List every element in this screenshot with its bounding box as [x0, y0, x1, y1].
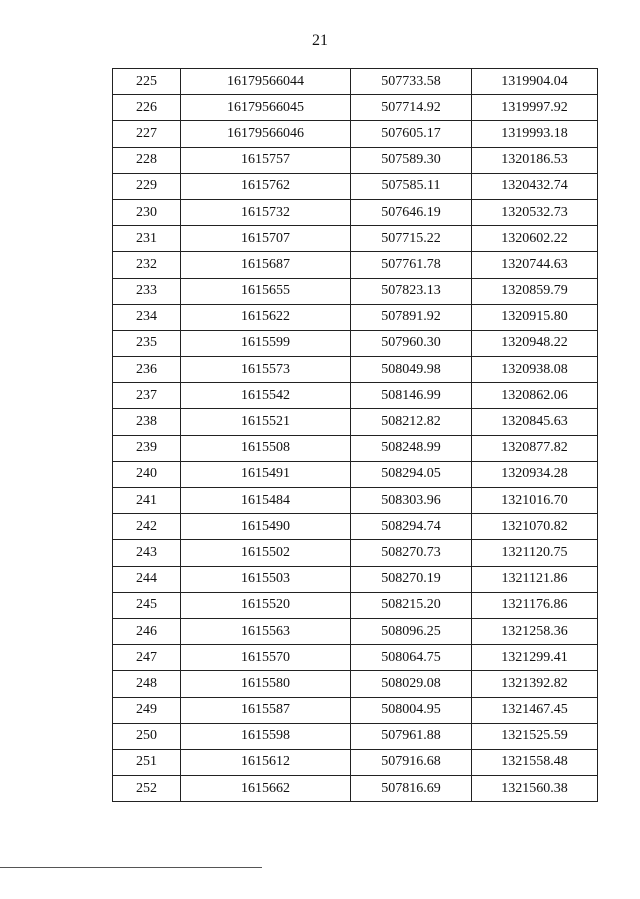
- row-number-cell: 248: [113, 671, 181, 697]
- point-id-cell: 1615508: [181, 435, 351, 461]
- y-coordinate-cell: 1321016.70: [472, 488, 598, 514]
- row-number-cell: 250: [113, 723, 181, 749]
- row-number-cell: 233: [113, 278, 181, 304]
- row-number-cell: 239: [113, 435, 181, 461]
- table-row: [113, 697, 598, 723]
- point-id-cell: 1615762: [181, 173, 351, 199]
- x-coordinate-cell: 508294.74: [351, 514, 472, 540]
- y-coordinate-cell: 1321258.36: [472, 618, 598, 644]
- table-row: [113, 330, 598, 356]
- table-row: [113, 226, 598, 252]
- y-coordinate-cell: 1321121.86: [472, 566, 598, 592]
- y-coordinate-cell: 1320744.63: [472, 252, 598, 278]
- table-row: [113, 488, 598, 514]
- row-number-cell: 244: [113, 566, 181, 592]
- table-row: [113, 435, 598, 461]
- x-coordinate-cell: 508029.08: [351, 671, 472, 697]
- x-coordinate-cell: 508294.05: [351, 461, 472, 487]
- y-coordinate-cell: 1321525.59: [472, 723, 598, 749]
- table-row: [113, 723, 598, 749]
- footnote-separator-line: [0, 867, 262, 868]
- x-coordinate-cell: 508303.96: [351, 488, 472, 514]
- table-row: [113, 592, 598, 618]
- table-row: [113, 95, 598, 121]
- table-row: [113, 383, 598, 409]
- row-number-cell: 252: [113, 776, 181, 802]
- row-number-cell: 232: [113, 252, 181, 278]
- point-id-cell: 16179566045: [181, 95, 351, 121]
- table-row: [113, 121, 598, 147]
- y-coordinate-cell: 1321558.48: [472, 749, 598, 775]
- y-coordinate-cell: 1320532.73: [472, 199, 598, 225]
- y-coordinate-cell: 1319997.92: [472, 95, 598, 121]
- y-coordinate-cell: 1320602.22: [472, 226, 598, 252]
- table-row: [113, 304, 598, 330]
- row-number-cell: 242: [113, 514, 181, 540]
- y-coordinate-cell: 1320186.53: [472, 147, 598, 173]
- x-coordinate-cell: 508096.25: [351, 618, 472, 644]
- point-id-cell: 1615521: [181, 409, 351, 435]
- table-row: [113, 671, 598, 697]
- x-coordinate-cell: 507816.69: [351, 776, 472, 802]
- point-id-cell: 1615707: [181, 226, 351, 252]
- point-id-cell: 1615503: [181, 566, 351, 592]
- point-id-cell: 1615687: [181, 252, 351, 278]
- row-number-cell: 245: [113, 592, 181, 618]
- y-coordinate-cell: 1321467.45: [472, 697, 598, 723]
- table-row: [113, 409, 598, 435]
- table-row: [113, 173, 598, 199]
- point-id-cell: 1615662: [181, 776, 351, 802]
- x-coordinate-cell: 507961.88: [351, 723, 472, 749]
- row-number-cell: 247: [113, 645, 181, 671]
- row-number-cell: 238: [113, 409, 181, 435]
- x-coordinate-cell: 507823.13: [351, 278, 472, 304]
- x-coordinate-cell: 507646.19: [351, 199, 472, 225]
- point-id-cell: 1615490: [181, 514, 351, 540]
- row-number-cell: 237: [113, 383, 181, 409]
- point-id-cell: 1615599: [181, 330, 351, 356]
- row-number-cell: 229: [113, 173, 181, 199]
- row-number-cell: 231: [113, 226, 181, 252]
- point-id-cell: 1615563: [181, 618, 351, 644]
- row-number-cell: 236: [113, 357, 181, 383]
- row-number-cell: 243: [113, 540, 181, 566]
- y-coordinate-cell: 1320938.08: [472, 357, 598, 383]
- x-coordinate-cell: 507589.30: [351, 147, 472, 173]
- row-number-cell: 241: [113, 488, 181, 514]
- table-row: [113, 566, 598, 592]
- point-id-cell: 1615573: [181, 357, 351, 383]
- row-number-cell: 251: [113, 749, 181, 775]
- point-id-cell: 1615655: [181, 278, 351, 304]
- point-id-cell: 1615732: [181, 199, 351, 225]
- y-coordinate-cell: 1320432.74: [472, 173, 598, 199]
- row-number-cell: 226: [113, 95, 181, 121]
- row-number-cell: 227: [113, 121, 181, 147]
- point-id-cell: 1615570: [181, 645, 351, 671]
- table-row: [113, 749, 598, 775]
- y-coordinate-cell: 1321070.82: [472, 514, 598, 540]
- y-coordinate-cell: 1320862.06: [472, 383, 598, 409]
- point-id-cell: 1615491: [181, 461, 351, 487]
- table-row: [113, 645, 598, 671]
- x-coordinate-cell: 507714.92: [351, 95, 472, 121]
- table-row: [113, 357, 598, 383]
- y-coordinate-cell: 1319904.04: [472, 69, 598, 95]
- table-row: [113, 776, 598, 802]
- table-row: [113, 278, 598, 304]
- page-number: 21: [312, 32, 328, 49]
- table-row: [113, 461, 598, 487]
- x-coordinate-cell: 507715.22: [351, 226, 472, 252]
- row-number-cell: 246: [113, 618, 181, 644]
- x-coordinate-cell: 508270.19: [351, 566, 472, 592]
- point-id-cell: 1615587: [181, 697, 351, 723]
- x-coordinate-cell: 508215.20: [351, 592, 472, 618]
- table-row: [113, 69, 598, 95]
- point-id-cell: 16179566046: [181, 121, 351, 147]
- point-id-cell: 1615520: [181, 592, 351, 618]
- row-number-cell: 228: [113, 147, 181, 173]
- point-id-cell: 1615580: [181, 671, 351, 697]
- y-coordinate-cell: 1320845.63: [472, 409, 598, 435]
- table-row: [113, 199, 598, 225]
- point-id-cell: 1615622: [181, 304, 351, 330]
- y-coordinate-cell: 1320859.79: [472, 278, 598, 304]
- point-id-cell: 1615598: [181, 723, 351, 749]
- x-coordinate-cell: 507761.78: [351, 252, 472, 278]
- x-coordinate-cell: 508146.99: [351, 383, 472, 409]
- table-body: [113, 69, 598, 802]
- table-row: [113, 618, 598, 644]
- row-number-cell: 225: [113, 69, 181, 95]
- y-coordinate-cell: 1320877.82: [472, 435, 598, 461]
- table-row: [113, 540, 598, 566]
- point-id-cell: 1615542: [181, 383, 351, 409]
- table-row: [113, 252, 598, 278]
- x-coordinate-cell: 507960.30: [351, 330, 472, 356]
- x-coordinate-cell: 508064.75: [351, 645, 472, 671]
- y-coordinate-cell: 1321560.38: [472, 776, 598, 802]
- table-row: [113, 514, 598, 540]
- row-number-cell: 230: [113, 199, 181, 225]
- coordinates-table: [112, 68, 598, 802]
- x-coordinate-cell: 507585.11: [351, 173, 472, 199]
- y-coordinate-cell: 1321299.41: [472, 645, 598, 671]
- point-id-cell: 1615502: [181, 540, 351, 566]
- row-number-cell: 234: [113, 304, 181, 330]
- row-number-cell: 240: [113, 461, 181, 487]
- x-coordinate-cell: 507916.68: [351, 749, 472, 775]
- point-id-cell: 1615757: [181, 147, 351, 173]
- y-coordinate-cell: 1319993.18: [472, 121, 598, 147]
- row-number-cell: 249: [113, 697, 181, 723]
- y-coordinate-cell: 1321176.86: [472, 592, 598, 618]
- x-coordinate-cell: 508248.99: [351, 435, 472, 461]
- y-coordinate-cell: 1320948.22: [472, 330, 598, 356]
- y-coordinate-cell: 1321392.82: [472, 671, 598, 697]
- y-coordinate-cell: 1320915.80: [472, 304, 598, 330]
- x-coordinate-cell: 508212.82: [351, 409, 472, 435]
- x-coordinate-cell: 507605.17: [351, 121, 472, 147]
- x-coordinate-cell: 507733.58: [351, 69, 472, 95]
- table-row: [113, 147, 598, 173]
- y-coordinate-cell: 1321120.75: [472, 540, 598, 566]
- x-coordinate-cell: 508049.98: [351, 357, 472, 383]
- x-coordinate-cell: 508270.73: [351, 540, 472, 566]
- point-id-cell: 1615612: [181, 749, 351, 775]
- x-coordinate-cell: 508004.95: [351, 697, 472, 723]
- row-number-cell: 235: [113, 330, 181, 356]
- x-coordinate-cell: 507891.92: [351, 304, 472, 330]
- y-coordinate-cell: 1320934.28: [472, 461, 598, 487]
- point-id-cell: 16179566044: [181, 69, 351, 95]
- point-id-cell: 1615484: [181, 488, 351, 514]
